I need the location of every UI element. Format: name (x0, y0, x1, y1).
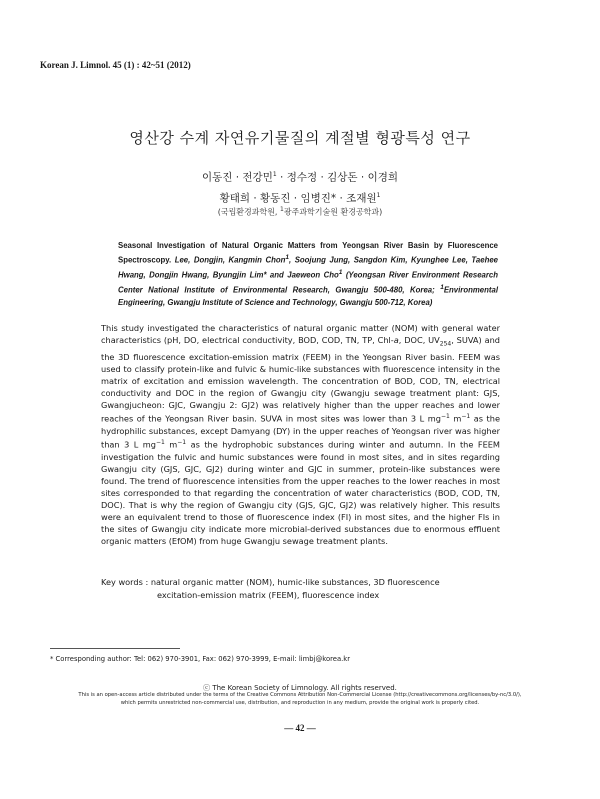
english-authors: , Soojung Jung, Sangdon Kim, Kyunghee Lee, Taehee Hwang, Dongjin Hwang, Byungjin Lim* and Jaeweon Cho (118, 255, 498, 280)
author-separator: · (290, 192, 301, 204)
author-name: 황동진 (260, 192, 291, 204)
affiliation-text: 광주과학기술원 환경공학과) (283, 207, 383, 217)
affiliation-mark: 1 (440, 283, 444, 291)
author-name: 김상돈 (327, 171, 358, 184)
keywords-text: excitation-emission matrix (FEEM), fluorescence index (157, 589, 380, 600)
author-separator: · (336, 192, 347, 204)
author-line-2 (0, 187, 600, 208)
author-separator: · (276, 171, 287, 184)
abstract-superscript: −1 (440, 412, 450, 420)
footnote-divider (50, 648, 180, 649)
license-line: which permits unrestricted non-commercial use, distribution, and reproduction in any medium, provide the original work is properly cited. (120, 699, 480, 706)
keywords-text: natural organic matter (NOM), humic-like substances, 3D fluorescence (150, 577, 440, 587)
affiliation-mark: 1 (285, 254, 289, 262)
english-title-block (118, 240, 498, 309)
author-separator: · (232, 171, 243, 184)
author-name: 조재원 (346, 192, 377, 204)
copyright-notice: ⓒ The Korean Society of Limnology. All rights reserved. (203, 684, 397, 692)
abstract-text: m (164, 439, 178, 450)
page-number: — 42 — (284, 723, 316, 733)
abstract-text: m (449, 413, 462, 424)
abstract-superscript: −1 (461, 412, 471, 420)
author-line-1 (0, 166, 600, 187)
author-separator: · (357, 171, 368, 184)
affiliation-text: (국립환경과학원, (217, 207, 281, 217)
author-name: 황태희 (219, 192, 250, 204)
english-title: Seasonal Investigation of Natural Organic Matters from Yeongsan River Basin by Fluorescence Spectroscopy. (118, 241, 498, 265)
author-name: 전강민 (242, 171, 273, 184)
author-separator: · (317, 171, 328, 184)
license-notice (0, 692, 600, 707)
abstract (101, 322, 500, 547)
author-separator: · (250, 192, 261, 204)
english-affiliation: Environmental Engineering, Gwangju Institute of Science and Technology, Gwangju 500-712, Korea) (118, 285, 498, 307)
author-name: 정수정 (286, 171, 318, 184)
abstract-text: a (393, 335, 399, 346)
abstract-subscript: 254 (439, 340, 452, 348)
abstract-text: , SUVA) and the 3D fluorescence excitation-emission matrix (FEEM) in the Yeongsan River basin. FEEM was used to classify protein-like and fulvic & humic-like substances with fluorescence intensity in the matrix of excitation and emission wavelength. The concentration of BOD, COD, TN, electrical conductivity and DOC in the region of Gwangju city (Gwangju sewage treatment plant: GJS, Gwangjucheon: GJC, Gwangju 2: GJ2) was relatively higher than the upper reaches and lower reaches of the Yeongsan River basin. SUVA in most sites was lower than 3 L mg (101, 335, 500, 424)
abstract-superscript: −1 (177, 438, 187, 446)
abstract-text: as the hydrophobic substances during winter and autumn. In the FEEM investigation the fulvic and humic substances were found in most sites, and in sites regarding Gwangju city (GJS, GJC, GJ2) during winter and GJC in summer, protein-like substances were found. The trend of fluorescence intensities from the upper reaches to the lower reaches in most sites corresponded to that regarding the concentration of water characteristics (BOD, COD, TN, DOC). That is why the region of Gwangju city (GJS, GJC, GJ2) was relatively higher. This results were an equivalent trend to those of fluorescence index (FI) in most sites, and the higher FIs in the sites of Gwangju city indicate more microbial-derived substances due to enormous effluent organic matters (EfOM) from huge Gwangju sewage treatment plants. (101, 439, 500, 546)
abstract-superscript: −1 (155, 438, 165, 446)
affiliation-korean (0, 206, 600, 218)
author-name: 이동진 (201, 171, 233, 184)
affiliation-mark: 1 (376, 191, 381, 199)
corresponding-author-footnote: * Corresponding author: Tel: 062) 970-3901, Fax: 062) 970-3999, E-mail: limbj@korea.kr (50, 655, 350, 663)
abstract-text: , DOC, UV (398, 335, 440, 346)
english-authors: Lee, Dongjin, Kangmin Chon (171, 255, 286, 265)
abstract-text: This study investigated the characteristics of natural organic matter (NOM) with general water characteristics (pH, DO, electrical conductivity, BOD, COD, TN, TP, Chl- (101, 323, 500, 346)
keywords-label: Key words : (101, 577, 151, 587)
keywords (101, 576, 500, 601)
abstract-text: as the hydrophilic substances, except Damyang (DY) in the upper reaches of Yeongsan river was higher than 3 L mg (101, 413, 500, 450)
journal-citation: Korean J. Limnol. 45 (1) : 42~51 (2012) (40, 60, 191, 70)
affiliation-mark: 1 (338, 269, 343, 276)
paper-title-korean: 영산강 수계 자연유기물질의 계절별 형광특성 연구 (129, 129, 471, 147)
english-affiliation: (Yeongsan River Environment Research Center National Institute of Environmental Research, Gwangju 500-480, Korea; (118, 270, 498, 295)
affiliation-mark: 1 (272, 171, 277, 178)
author-list-korean (0, 166, 600, 207)
author-name: 임병진* (300, 192, 337, 204)
license-line: This is an open-access article distributed under the terms of the Creative Commons Attribution Non-Commercial License (http://creativecommons.org/licenses/by-nc/3.0/), (78, 692, 522, 698)
affiliation-mark: 1 (280, 206, 284, 213)
abstract-paragraph (101, 322, 500, 547)
author-name: 이경희 (367, 171, 399, 184)
